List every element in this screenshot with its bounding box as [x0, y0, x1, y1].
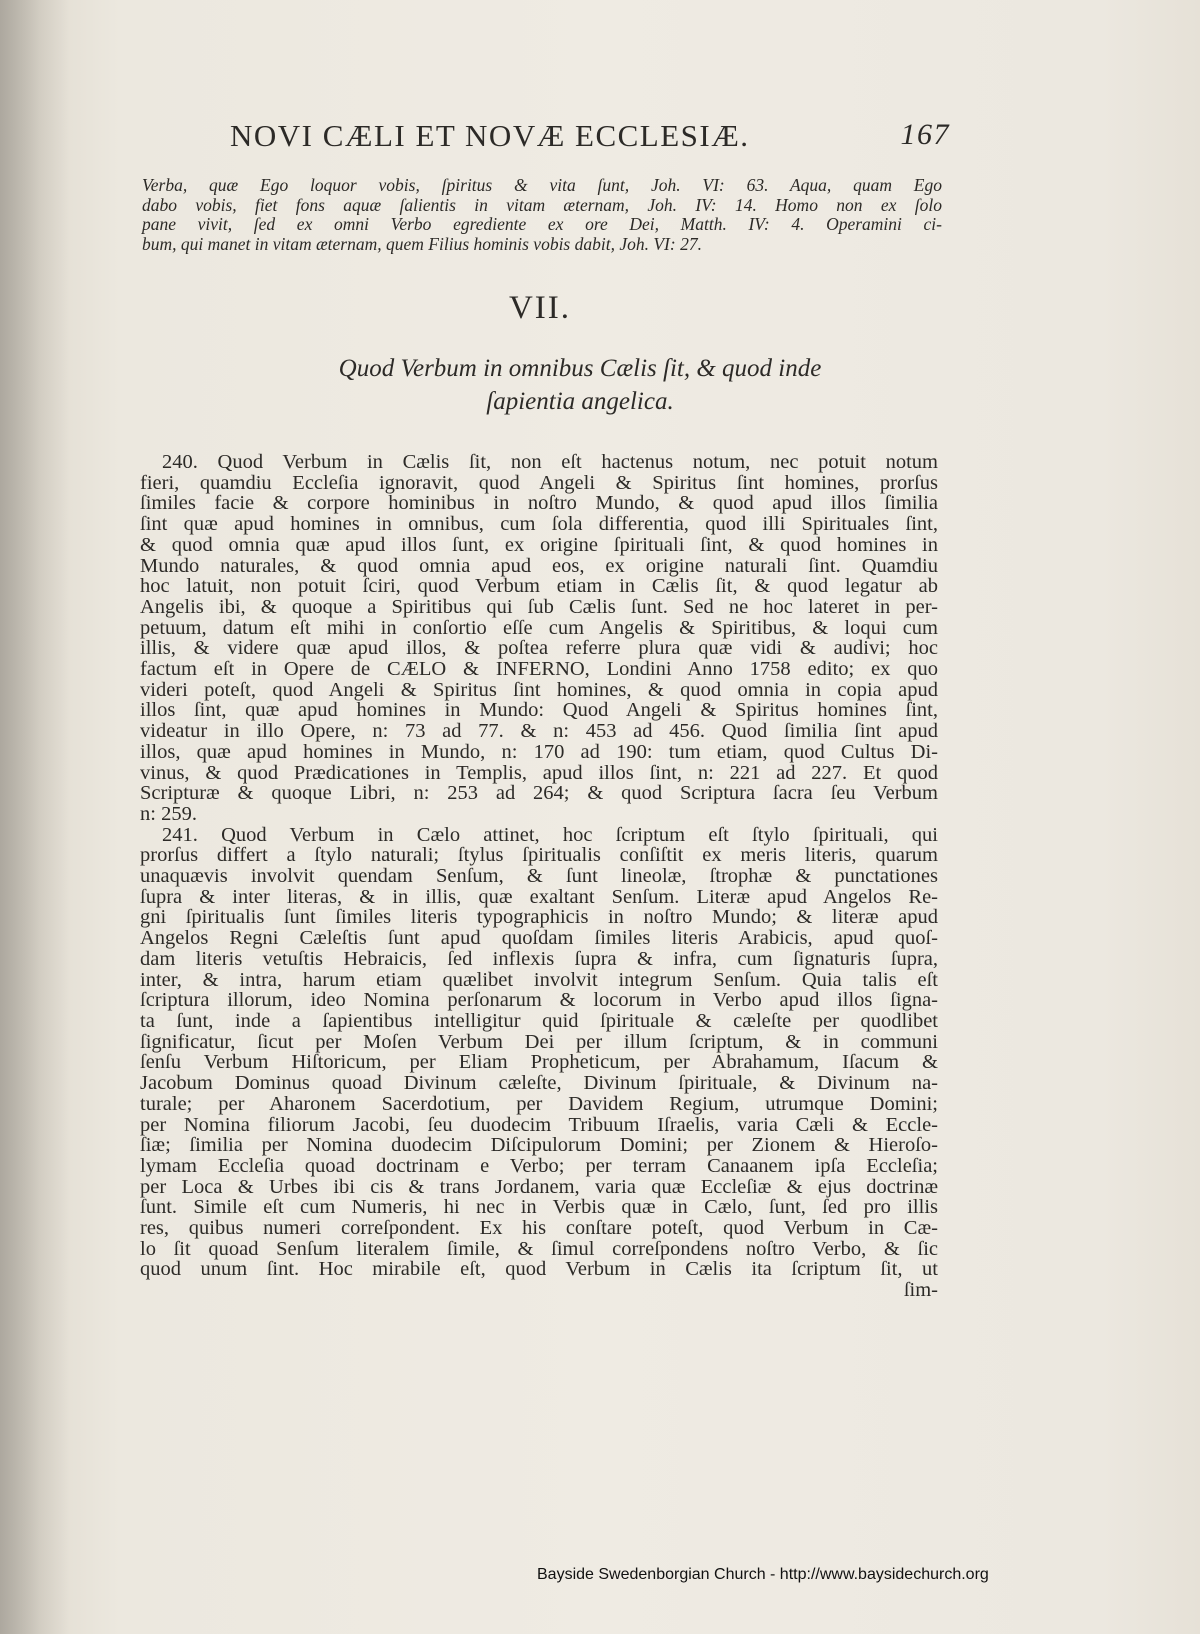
paragraph-240-line: hoc latuit, non potuit ſciri, quod Verbum etiam in Cælis ſit, & quod legatur ab	[140, 575, 938, 598]
paragraph-241-line: ſiæ; ſimilia per Nomina duodecim Diſcipulorum Domini; per Zionem & Hieroſo-	[140, 1134, 938, 1157]
paragraph-240-line: Mundo naturales, & quod omnia apud eos, ex origine naturali ſint. Quamdiu	[140, 554, 938, 577]
paragraph-241-line: per Nomina filiorum Jacobi, ſeu duodecim Tribuum Iſraelis, varia Cæli & Eccle-	[140, 1113, 938, 1136]
catchword: ſim-	[903, 1279, 938, 1302]
paragraph-240-line: & quod omnia quæ apud illos ſunt, ex origine ſpirituali ſint, & quod homines in	[140, 533, 938, 556]
paragraph-241-line: ta ſunt, inde a ſapientibus intelligitur quid ſpirituale & cæleſte per quodlibet	[140, 1009, 938, 1032]
paragraph-240-line: videri poteſt, quod Angeli & Spiritus ſint homines, & quod omnia in copia apud	[140, 678, 938, 701]
paragraph-240-line: ſint quæ apud homines in omnibus, cum ſola differentia, quod illi Spirituales ſint,	[140, 513, 938, 536]
paragraph-241-line: turale; per Aharonem Sacerdotium, per Davidem Regium, utrumque Domini;	[140, 1092, 938, 1115]
paragraph-241-line: 241. Quod Verbum in Cælo attinet, hoc ſcriptum eſt ſtylo ſpirituali, qui	[162, 823, 938, 846]
paragraph-241-line: ſenſu Verbum Hiſtoricum, per Eliam Propheticum, per Abrahamum, Iſacum &	[140, 1051, 938, 1074]
intro-quote	[142, 176, 942, 254]
paragraph-241-line: inter, & intra, harum etiam quælibet involvit integrum Senſum. Quia talis eſt	[140, 968, 938, 991]
paragraph-241-line: dam literis vetuſtis Hebraicis, ſed inflexis ſupra & infra, cum ſignaturis ſupra,	[140, 947, 938, 970]
paragraph-240-line: factum eſt in Opere de CÆLO & INFERNO, Londini Anno 1758 edito; ex quo	[140, 658, 938, 681]
paragraph-240-line: vinus, & quod Prædicationes in Templis, apud illos ſint, n: 221 ad 227. Et quod	[140, 761, 938, 784]
paragraph-241-line: gni ſpiritualis ſunt ſimiles literis typographicis in noſtro Mundo; & literæ apud	[140, 906, 938, 929]
paragraph-241-line: prorſus differt a ſtylo naturali; ſtylus ſpiritualis conſiſtit ex meris literis, quarum	[140, 844, 938, 867]
chapter-number: VII.	[508, 290, 572, 326]
page-number: 167	[900, 118, 950, 151]
footer-credit: Bayside Swedenborgian Church - http://www.baysidechurch.org	[537, 1566, 989, 1583]
paragraph-240-line: videatur in illo Opere, n: 73 ad 77. & n: 453 ad 456. Quod ſimilia ſint apud	[140, 720, 938, 743]
paragraph-241-line: Jacobum Dominus quoad Divinum cæleſte, Divinum ſpirituale, & Divinum na-	[140, 1072, 938, 1095]
intro-line: bum, qui manet in vitam æternam, quem Filius hominis vobis dabit, Joh. VI: 27.	[142, 233, 702, 254]
paragraph-241-line: unaquævis involvit quendam Senſum, & ſunt lineolæ, ſtrophæ & punctationes	[140, 865, 938, 888]
chapter-heading-line: Quod Verbum in omnibus Cælis ſit, & quod inde	[338, 355, 822, 382]
paragraph-240-line: n: 259.	[140, 802, 197, 825]
paragraph-240-line: illos, quæ apud homines in Mundo, n: 170 ad 190: tum etiam, quod Cultus Di-	[140, 740, 938, 763]
paragraph-241-line: res, quibus numeri correſpondent. Ex his conſtare poteſt, quod Verbum in Cæ-	[140, 1217, 938, 1240]
page-edge-shadow	[0, 0, 70, 1634]
paragraph-240-line: illis, & videre quæ apud illos, & poſtea referre plura quæ vidi & audivi; hoc	[140, 637, 938, 660]
intro-line: Verba, quæ Ego loquor vobis, ſpiritus & vita ſunt, Joh. VI: 63. Aqua, quam Ego	[142, 175, 942, 195]
paragraph-240-line: Scripturæ & quoque Libri, n: 253 ad 264; & quod Scriptura ſacra ſeu Verbum	[140, 782, 938, 805]
paragraph-240-line: ſimiles facie & corpore hominibus in noſtro Mundo, & quod apud illos ſimilia	[140, 492, 938, 515]
running-title: NOVI CÆLI ET NOVÆ ECCLESIÆ.	[230, 118, 750, 153]
paragraph-241-line: quod unum ſint. Hoc mirabile eſt, quod Verbum in Cælis ita ſcriptum ſit, ut	[140, 1258, 938, 1281]
paragraph-241-line: ſupra & inter literas, & in illis, quæ exaltant Senſum. Literæ apud Angelos Re-	[140, 885, 938, 908]
intro-line: dabo vobis, fiet fons aquæ ſalientis in vitam æternam, Joh. IV: 14. Homo non ex ſolo	[142, 194, 942, 215]
paragraph-240-line: 240. Quod Verbum in Cælis ſit, non eſt hactenus notum, nec potuit notum	[162, 451, 938, 473]
body-text	[140, 452, 938, 1301]
paragraph-241-line: ſunt. Simile eſt cum Numeris, hi nec in Verbis quæ in Cælo, ſunt, ſed pro illis	[140, 1196, 938, 1219]
paragraph-240-line: petuum, datum eſt mihi in conſortio eſſe cum Angelis & Spiritibus, & loqui cum	[140, 616, 938, 639]
paragraph-241-line: lo ſit quoad Senſum literalem ſimile, & ſimul correſpondens noſtro Verbo, & ſic	[140, 1237, 938, 1260]
chapter-heading	[160, 352, 1000, 418]
paragraph-241-line: Angelos Regni Cæleſtis ſunt apud quoſdam ſimiles literis Arabicis, apud quoſ-	[140, 927, 938, 950]
intro-line: pane vivit, ſed ex omni Verbo egrediente ex ore Dei, Matth. IV: 4. Operamini ci-	[142, 214, 942, 235]
paragraph-241-line: ſcriptura illorum, ideo Nomina perſonarum & locorum in Verbo apud illos ſigna-	[140, 989, 938, 1012]
paragraph-241-line: ſignificatur, ſicut per Moſen Verbum Dei per illum ſcriptum, & in communi	[140, 1030, 938, 1053]
chapter-heading-line: ſapientia angelica.	[486, 388, 674, 415]
paragraph-241-line: per Loca & Urbes ibi cis & trans Jordanem, varia quæ Eccleſiæ & ejus doctrinæ	[140, 1175, 938, 1198]
paragraph-240-line: Angelis ibi, & quoque a Spiritibus qui ſub Cælis ſunt. Sed ne hoc lateret in per-	[140, 595, 938, 618]
paragraph-241-line: lymam Eccleſia quoad doctrinam e Verbo; per terram Canaanem ipſa Eccleſia;	[140, 1154, 938, 1177]
running-head	[230, 118, 950, 154]
paragraph-240-line: illos ſint, quæ apud homines in Mundo: Quod Angeli & Spiritus homines ſint,	[140, 699, 938, 722]
paragraph-240-line: fieri, quamdiu Eccleſia ignoravit, quod Angeli & Spiritus ſint homines, prorſus	[140, 471, 938, 494]
